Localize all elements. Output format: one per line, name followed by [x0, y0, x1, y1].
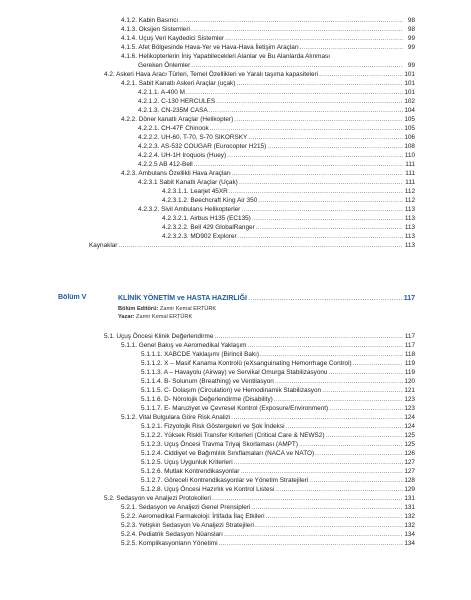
- toc-entry-page: 129: [404, 486, 415, 493]
- toc-entry-page: 113: [404, 233, 415, 240]
- toc-entry-page: 124: [404, 414, 415, 421]
- toc-leader-dots: [191, 25, 403, 34]
- toc-entry-page: 117: [404, 342, 415, 349]
- toc-leader-dots: [322, 386, 403, 395]
- toc-entry-page: 99: [407, 44, 415, 51]
- toc-entry-page: 106: [404, 134, 415, 141]
- toc-entry-title: 5.1.2. Vital Bulgulara Göre Risk Analizi: [121, 414, 231, 421]
- toc-leader-dots: [191, 61, 403, 70]
- toc-entry-title[interactable]: 4.1.6. Helikopterlerin İniş Yapabilecekleri Alanlar ve Bu Alanlarda Alınması: [121, 53, 330, 60]
- toc-entry-title: 4.2.3.2. Sivil Ambulans Helikopterler: [138, 206, 241, 213]
- editor-name: Zamir Kemal ERTÜRK: [159, 306, 217, 312]
- toc-entry-title: 4.2.3.1.2. Beechcraft King Air 350: [162, 197, 258, 204]
- toc-entry[interactable]: [141, 359, 415, 368]
- toc-leader-dots: [241, 205, 403, 214]
- toc-leader-dots: [299, 440, 403, 449]
- toc-entry-title: Gereken Önlemler: [138, 62, 191, 69]
- toc-entry-title: 5.1. Uçuş Öncesi Klinik Değerlendirme: [104, 333, 214, 340]
- toc-entry[interactable]: [121, 16, 415, 25]
- toc-leader-dots: [325, 431, 403, 440]
- toc-entry[interactable]: [141, 377, 415, 386]
- toc-entry[interactable]: [141, 350, 415, 359]
- toc-leader-dots: [248, 341, 403, 350]
- toc-entry-title: 5.1.2.1. Fizyolojik Risk Göstergeleri ve Şok İndeksi: [141, 423, 285, 430]
- toc-entry-title: 5.2.2. Aeromedikal Farmakoloji: İrtifada İlaç Etkileri: [121, 513, 265, 520]
- toc-leader-dots: [252, 214, 403, 223]
- toc-entry[interactable]: [138, 97, 415, 106]
- toc-leader-dots: [274, 395, 403, 404]
- toc-entry-title: 5.2.4. Pediatrik Sedasyon Nüansları: [121, 531, 223, 538]
- toc-entry[interactable]: [138, 124, 415, 133]
- toc-entry-title: 5.1.2.4. Ciddiyet ve Bağımlılık Sınıflamaları (NACA ve NATO): [141, 450, 315, 457]
- toc-entry-page: 132: [404, 522, 415, 529]
- toc-entry[interactable]: [162, 223, 415, 232]
- toc-entry-title: 5.1.1.4. B- Solunum (Breathing) ve Ventilasyon: [141, 378, 274, 385]
- toc-entry-page: 118: [404, 351, 415, 358]
- toc-entry-page: 99: [407, 35, 415, 42]
- toc-entry-page: 119: [404, 369, 415, 376]
- toc-entry-page: 131: [404, 495, 415, 502]
- toc-entry[interactable]: [138, 88, 415, 97]
- toc-entry[interactable]: [121, 413, 415, 422]
- toc-leader-dots: [236, 79, 403, 88]
- toc-leader-dots: [224, 530, 403, 539]
- toc-entry-title: 5.1.1.5. C- Dolaşım (Circulation) ve Hemodinamik Stabilizasyon: [141, 387, 322, 394]
- toc-leader-dots: [248, 294, 403, 303]
- toc-entry[interactable]: [121, 512, 415, 521]
- toc-entry[interactable]: [121, 115, 415, 124]
- toc-entry-page: 99: [407, 62, 415, 69]
- toc-leader-dots: [234, 115, 403, 124]
- toc-entry-page: 101: [404, 71, 415, 78]
- toc-entry-page: 127: [404, 468, 415, 475]
- toc-leader-dots: [118, 241, 403, 250]
- toc-leader-dots: [275, 485, 403, 494]
- toc-entry[interactable]: [138, 133, 415, 142]
- section-title: KLİNİK YÖNETİM ve HASTA HAZIRLIĞI: [118, 295, 247, 302]
- toc-leader-dots: [219, 539, 403, 548]
- toc-leader-dots: [238, 232, 403, 241]
- toc-leader-dots: [255, 521, 403, 530]
- toc-entry-page: 132: [404, 513, 415, 520]
- toc-leader-dots: [227, 151, 403, 160]
- section-page: 117: [403, 295, 415, 302]
- toc-entry[interactable]: [162, 232, 415, 241]
- toc-entry-title: 4.2.3.1 Sabit Kanatlı Araçlar (Uçak): [138, 179, 238, 186]
- section-heading[interactable]: [118, 294, 415, 303]
- toc-entry-page: 134: [404, 540, 415, 547]
- toc-entry-page: 113: [404, 215, 415, 222]
- toc-entry-title: 5.1.2.8. Uçuş Öncesi Hazırlık ve Kontrol Listesi: [141, 486, 275, 493]
- section-label: Bölüm V: [58, 294, 87, 301]
- toc-leader-dots: [212, 494, 403, 503]
- toc-entry-title: 5.1.2.6. Mutlak Kontrendikasyonlar: [141, 468, 240, 475]
- toc-entry-title: 4.2.2.2. UH-60, T-70, S-70 SIKORSKY: [138, 134, 248, 141]
- toc-leader-dots: [214, 332, 403, 341]
- toc-entry[interactable]: [141, 485, 415, 494]
- toc-entry[interactable]: [89, 241, 415, 250]
- toc-leader-dots: [179, 16, 403, 25]
- toc-entry-page: 120: [404, 378, 415, 385]
- toc-leader-dots: [186, 88, 403, 97]
- toc-entry[interactable]: [138, 205, 415, 214]
- toc-leader-dots: [353, 359, 403, 368]
- toc-entry[interactable]: [141, 422, 415, 431]
- toc-entry[interactable]: [141, 449, 415, 458]
- toc-entry-page: 123: [404, 405, 415, 412]
- toc-entry-title: Kaynaklar: [89, 242, 118, 249]
- toc-entry-title: 5.2.5. Komplikasyonların Yönetimi: [121, 540, 218, 547]
- toc-entry[interactable]: [162, 196, 415, 205]
- toc-entry-page: 112: [404, 197, 415, 204]
- toc-entry-page: 101: [404, 89, 415, 96]
- author-name: Zamir Kemal ERTÜRK: [136, 314, 193, 320]
- toc-entry-page: 110: [404, 152, 415, 159]
- toc-entry-page: 131: [404, 504, 415, 511]
- toc-entry-title: 4.2.3.2.1. Airbus H135 (EC135): [162, 215, 251, 222]
- toc-leader-dots: [329, 404, 403, 413]
- toc-leader-dots: [266, 512, 404, 521]
- toc-entry-title: 5.1.1. Genel Bakış ve Aeromedikal Yaklaşım: [121, 342, 247, 349]
- toc-entry-title: 5.1.1.6. D- Nörolojik Değerlendirme (Disability): [141, 396, 273, 403]
- toc-entry[interactable]: [138, 151, 415, 160]
- toc-entry-title: 4.2.1.3. CN-235M CASA: [138, 107, 208, 114]
- toc-entry[interactable]: [141, 386, 415, 395]
- toc-entry[interactable]: [121, 539, 415, 548]
- toc-leader-dots: [229, 187, 403, 196]
- toc-leader-dots: [240, 467, 403, 476]
- toc-entry-title: 4.2.3. Ambulans Özellikli Hava Araçları: [121, 170, 231, 177]
- toc-entry[interactable]: [138, 106, 415, 115]
- toc-leader-dots: [231, 413, 403, 422]
- toc-entry[interactable]: [138, 61, 415, 70]
- toc-leader-dots: [260, 350, 403, 359]
- toc-entry-title: 4.2.2.1. CH-47F Chinook: [138, 125, 209, 132]
- toc-leader-dots: [239, 178, 403, 187]
- toc-leader-dots: [234, 458, 403, 467]
- toc-entry-page: 111: [405, 161, 415, 168]
- toc-entry-page: 125: [404, 432, 415, 439]
- toc-leader-dots: [225, 34, 403, 43]
- toc-leader-dots: [248, 133, 403, 142]
- toc-entry-page: 113: [404, 206, 415, 213]
- toc-entry[interactable]: [121, 521, 415, 530]
- toc-leader-dots: [209, 106, 403, 115]
- toc-leader-dots: [319, 70, 403, 79]
- toc-leader-dots: [256, 223, 403, 232]
- toc-leader-dots: [210, 124, 403, 133]
- toc-entry-title: 5.1.2.2. Yüksek Riskli Transfer Kriterleri (Critical Care & NEWS2): [141, 432, 325, 439]
- toc-leader-dots: [309, 476, 403, 485]
- toc-entry-page: 108: [404, 143, 415, 150]
- toc-entry-page: 104: [404, 107, 415, 114]
- author-label: Yazar:: [118, 314, 135, 320]
- toc-entry[interactable]: [121, 79, 415, 88]
- toc-entry[interactable]: [138, 160, 415, 169]
- toc-entry-title: 4.2.2.4. UH-1H Iroquois (Huey): [138, 152, 227, 159]
- toc-entry[interactable]: [141, 431, 415, 440]
- toc-entry-page: 128: [404, 477, 415, 484]
- toc-entry-page: 119: [404, 360, 415, 367]
- toc-entry-page: 98: [407, 26, 415, 33]
- toc-entry-page: 134: [404, 531, 415, 538]
- section-editor: [118, 305, 216, 313]
- toc-entry[interactable]: [141, 404, 415, 413]
- toc-entry-page: 105: [404, 125, 415, 132]
- toc-leader-dots: [194, 160, 403, 169]
- toc-entry-title: 5.1.1.1. XABCDE Yaklaşımı (Birincil Bakı): [141, 351, 260, 358]
- toc-entry[interactable]: [121, 341, 415, 350]
- toc-leader-dots: [286, 422, 404, 431]
- toc-entry-title: 4.2.3.2.3. MD902 Explorer: [162, 233, 237, 240]
- toc-leader-dots: [267, 142, 403, 151]
- toc-entry-title: 4.2.2.5 AB 412-Bell: [138, 161, 193, 168]
- toc-leader-dots: [300, 43, 403, 52]
- toc-leader-dots: [232, 169, 403, 178]
- toc-entry-page: 101: [404, 80, 415, 87]
- toc-entry-title: 4.2. Askeri Hava Aracı Türleri, Temel Özellikleri ve Yaralı taşıma kapasiteleri: [104, 71, 319, 78]
- toc-entry[interactable]: [104, 70, 415, 79]
- section-author: [118, 313, 192, 321]
- toc-entry-page: 121: [404, 387, 415, 394]
- toc-entry-title: 5.1.1.7. E- Maruziyet ve Çevresel Kontrol (Exposure/Environment): [141, 405, 329, 412]
- toc-entry-page: 113: [404, 224, 415, 231]
- toc-entry-title: 4.2.3.1.1. Learjet 45XR: [162, 188, 228, 195]
- editor-label: Bölüm Editörü:: [118, 306, 159, 312]
- toc-entry[interactable]: [162, 214, 415, 223]
- toc-entry-title: 4.2.1. Sabit Kanatlı Askeri Araçlar (uçak): [121, 80, 236, 87]
- toc-entry-page: 98: [407, 17, 415, 24]
- toc-entry[interactable]: [121, 169, 415, 178]
- toc-entry-page: 125: [404, 441, 415, 448]
- toc-entry[interactable]: [121, 530, 415, 539]
- toc-entry-title: 5.1.2.5. Uçuş Uygunluk Kriterleri: [141, 459, 233, 466]
- toc-entry-title: 4.2.2. Döner kanatlı Araçlar (Helikopter): [121, 116, 234, 123]
- toc-entry-title: 5.1.1.2. X – Masif Kanama Kontrolü (eXsanguinating Hemorrhage Control): [141, 360, 352, 367]
- toc-entry-title: 4.2.1.1. A-400 M: [138, 89, 185, 96]
- toc-entry[interactable]: [162, 187, 415, 196]
- toc-leader-dots: [315, 449, 403, 458]
- toc-entry-title: 4.1.4. Uçuş Veri Kaydedici Sistemler: [121, 35, 225, 42]
- toc-entry-title: 4.2.3.2.2. Bell 429 GlobalRanger: [162, 224, 255, 231]
- toc-entry-title: 5.1.1.3. A – Havayolu (Airway) ve Servikal Omurga Stabilizasyonu: [141, 369, 328, 376]
- toc-entry[interactable]: [138, 178, 415, 187]
- toc-entry-title: 4.1.3. Oksijen Sistemleri: [121, 26, 190, 33]
- toc-entry[interactable]: [121, 25, 415, 34]
- toc-entry-page: 102: [404, 98, 415, 105]
- toc-entry-title: 5.1.2.7. Göreceli Kontrendikasyonlar ve Yönetim Stratejileri: [141, 477, 309, 484]
- toc-entry-page: 111: [405, 179, 415, 186]
- toc-entry-page: 113: [404, 242, 415, 249]
- toc-entry-page: 123: [404, 396, 415, 403]
- toc-entry[interactable]: [138, 142, 415, 151]
- toc-entry-page: 126: [404, 450, 415, 457]
- toc-entry[interactable]: [141, 458, 415, 467]
- toc-entry-page: 127: [404, 459, 415, 466]
- toc-entry-title: 4.1.2. Kabin Basıncı: [121, 17, 179, 24]
- toc-leader-dots: [275, 377, 403, 386]
- toc-entry[interactable]: [141, 476, 415, 485]
- toc-entry[interactable]: [141, 467, 415, 476]
- toc-entry-title: 4.2.2.3. AS-532 COUGAR (Eurocopter H215): [138, 143, 267, 150]
- toc-entry-title: 4.1.5. Afet Bölgesinde Hava-Yer ve Hava-Hava İletişim Araçları: [121, 44, 299, 51]
- toc-entry-title: 5.2.1. Sedasyon ve Analjezi Genel Prensipleri: [121, 504, 251, 511]
- toc-entry-page: 111: [405, 170, 415, 177]
- toc-leader-dots: [258, 196, 403, 205]
- toc-entry-page: 112: [404, 188, 415, 195]
- toc-leader-dots: [328, 368, 403, 377]
- toc-entry-title: 5.2. Sedasyon ve Analjezi Protokolleri: [104, 495, 211, 502]
- toc-entry[interactable]: [121, 503, 415, 512]
- toc-entry[interactable]: [121, 34, 415, 43]
- toc-entry-page: 117: [404, 333, 415, 340]
- toc-entry-title: 5.2.3. Yetişkin Sedasyon Ve Analjezi Stratejileri: [121, 522, 254, 529]
- toc-leader-dots: [216, 97, 403, 106]
- toc-entry-title: 4.2.1.2. C-130 HERCULES: [138, 98, 216, 105]
- toc-entry[interactable]: [141, 368, 415, 377]
- toc-entry[interactable]: [104, 494, 415, 503]
- toc-entry[interactable]: [141, 395, 415, 404]
- toc-entry-page: 105: [404, 116, 415, 123]
- toc-entry[interactable]: [121, 43, 415, 52]
- toc-entry-page: 124: [404, 423, 415, 430]
- toc-entry[interactable]: [104, 332, 415, 341]
- toc-leader-dots: [251, 503, 403, 512]
- toc-entry-title: 5.1.2.3. Uçuş Öncesi Travma Triyaj Skorlaması (AMPT): [141, 441, 298, 448]
- toc-entry[interactable]: [141, 440, 415, 449]
